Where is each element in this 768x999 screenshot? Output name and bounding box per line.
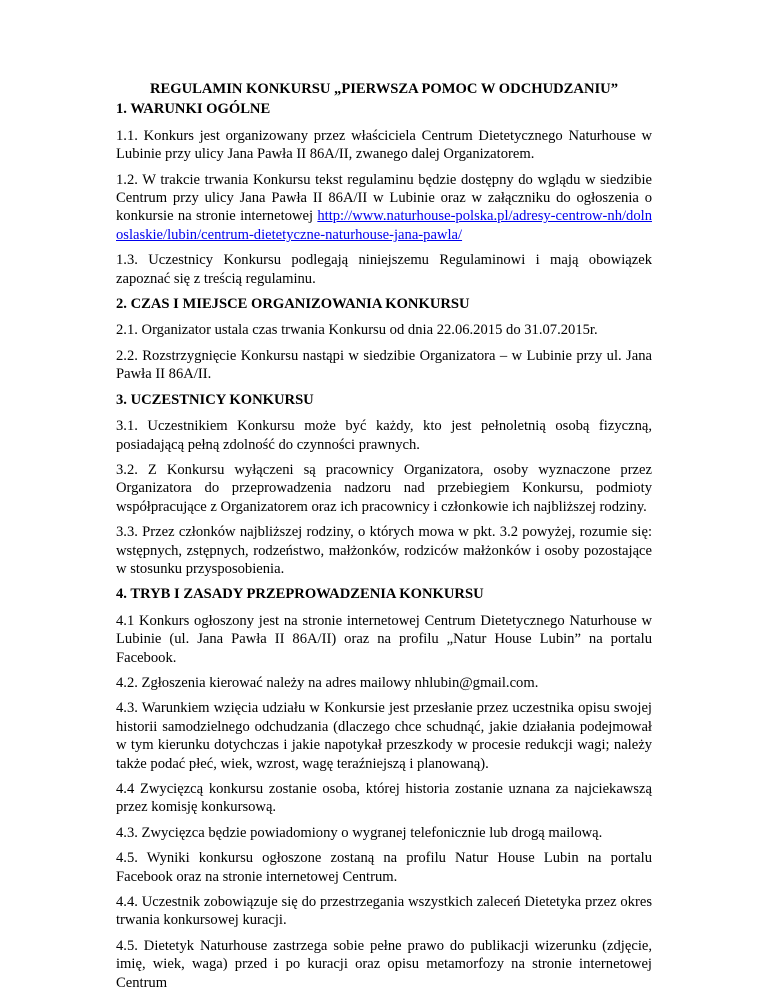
paragraph-2-2: 2.2. Rozstrzygnięcie Konkursu nastąpi w siedzibie Organizatora – w Lubinie przy ul. Jana Pawła II 86A/II. [116, 347, 652, 383]
paragraph-4-4b: 4.4. Uczestnik zobowiązuje się do przestrzegania wszystkich zaleceń Dietetyka przez okres trwania konkursowej kuracji. [116, 894, 652, 929]
paragraph-4-5b: 4.5. Dietetyk Naturhouse zastrzega sobie pełne prawo do publikacji wizerunku (zdjęcie, imię, wiek, waga) przed i po kuracji oraz opisu metamorfozy na stronie internetowej Centrum [116, 937, 652, 991]
paragraph-1-1: 1.1. Konkurs jest organizowany przez właściciela Centrum Dietetycznego Naturhouse w Lubinie przy ulicy Jana Pawła II 86A/II, zwanego dalej Organizatorem. [116, 127, 652, 163]
paragraph-3-1: 3.1. Uczestnikiem Konkursu może być każdy, kto jest pełnoletnią osobą fizyczną, posiadającą pełną zdolność do czynności prawnych. [116, 418, 652, 453]
paragraph-2-1: 2.1. Organizator ustala czas trwania Konkursu od dnia 22.06.2015 do 31.07.2015r. [116, 322, 598, 339]
paragraph-3-3: 3.3. Przez członków najbliższej rodziny, o których mowa w pkt. 3.2 powyżej, rozumie się: wstępnych, zstępnych, rodzeństwo, małżonków, rodziców małżonków i osoby pozostające w stosunku przysposobienia. [116, 524, 652, 577]
regulation-link[interactable]: http://www.naturhouse-polska.pl/adresy-centrow-nh/dolnoslaskie/lubin/centrum-dietetyczne-naturhouse-jana-pawla/ [116, 208, 652, 243]
section-3-heading: 3. UCZESTNICY KONKURSU [116, 391, 314, 408]
document-page [116, 80, 652, 999]
paragraph-3-2: 3.2. Z Konkursu wyłączeni są pracownicy Organizatora, osoby wyznaczone przez Organizatora do przeprowadzenia nadzoru nad przebiegiem Konkursu, podmioty współpracujące z Organizatorem oraz ich pracownicy i członkowie ich najbliższej rodziny. [116, 461, 652, 515]
section-4-heading: 4. TRYB I ZASADY PRZEPROWADZENIA KONKURSU [116, 586, 484, 603]
paragraph-4-5: 4.5. Wyniki konkursu ogłoszone zostaną na profilu Natur House Lubin na portalu Facebook oraz na stronie internetowej Centrum. [116, 850, 652, 885]
paragraph-1-2-text: 1.2. W trakcie trwania Konkursu tekst regulaminu będzie dostępny do wglądu w siedzibie Centrum przy ulicy Jana Pawła II 86A/II w Lubinie oraz w załączniku do ogłoszenia o konkursie na stronie internetowej [116, 171, 652, 225]
paragraph-4-4: 4.4 Zwycięzcą konkursu zostanie osoba, której historia zostanie uznana za najciekawszą przez komisję konkursową. [116, 781, 652, 816]
paragraph-1-3: 1.3. Uczestnicy Konkursu podlegają niniejszemu Regulaminowi i mają obowiązek zapoznać się z treścią regulaminu. [116, 252, 652, 287]
section-2-heading: 2. CZAS I MIEJSCE ORGANIZOWANIA KONKURSU [116, 296, 470, 313]
paragraph-4-1: 4.1 Konkurs ogłoszony jest na stronie internetowej Centrum Dietetycznego Naturhouse w Lubinie (ul. Jana Pawła II 86A/II) oraz na profilu „Natur House Lubin” na portalu Facebook. [116, 612, 652, 666]
document-title: REGULAMIN KONKURSU „PIERWSZA POMOC W ODCHUDZANIU” [149, 81, 618, 97]
paragraph-4-2: 4.2. Zgłoszenia kierować należy na adres mailowy nhlubin@gmail.com. [116, 674, 539, 691]
section-1-heading: 1. WARUNKI OGÓLNE [116, 101, 271, 118]
paragraph-4-3: 4.3. Warunkiem wzięcia udziału w Konkursie jest przesłanie przez uczestnika opisu swojej historii samodzielnego odchudzania (dlaczego chce schudnąć, jakie działania podejmował w tym kierunku dotychczas i jakie napotykał przeszkody w procesie redukcji wagi; należy także podać płeć, wiek, wzrost, wagę teraźniejszą i planowaną). [116, 700, 652, 772]
paragraph-1-2 [116, 171, 652, 245]
paragraph-4-3b: 4.3. Zwycięzca będzie powiadomiony o wygranej telefonicznie lub drogą mailową. [116, 824, 603, 841]
